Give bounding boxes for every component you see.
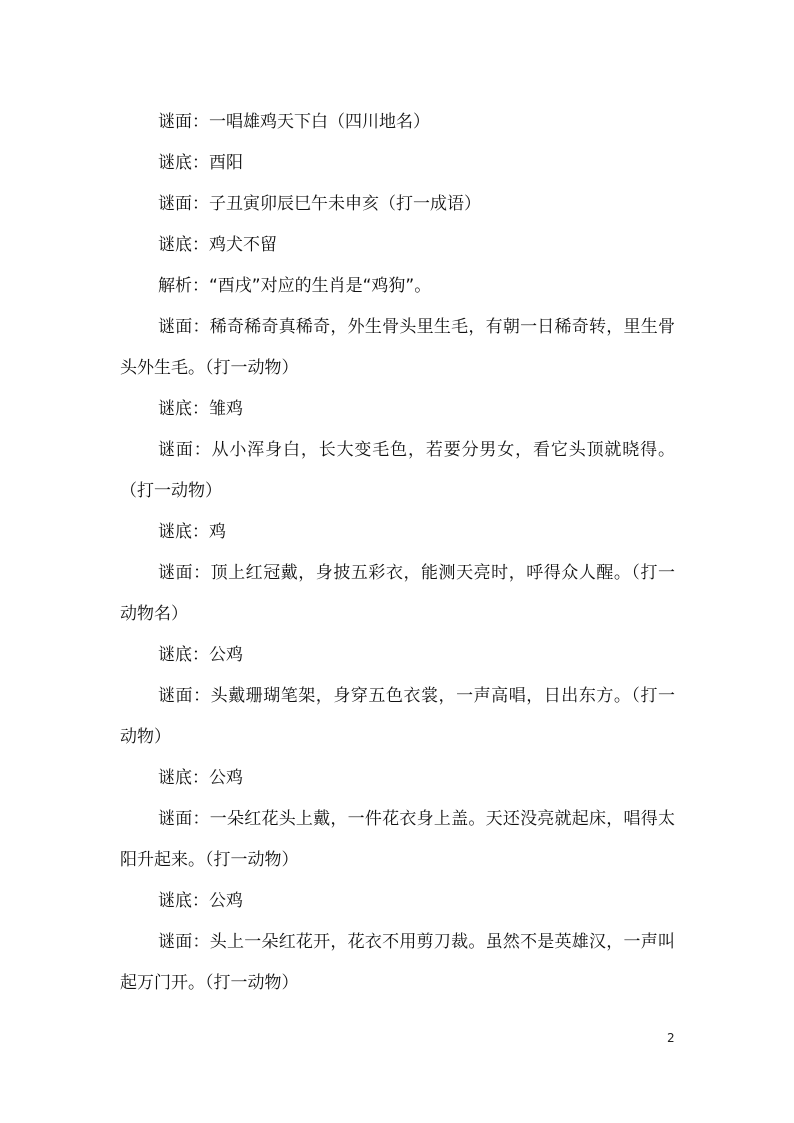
paragraph-riddle-1: 谜面：一唱雄鸡天下白（四川地名） — [158, 112, 430, 132]
page-number: 2 — [667, 1031, 675, 1045]
paragraph-answer-6: 谜底：公鸡 — [158, 768, 243, 788]
paragraph-answer-1: 谜底：酉阳 — [158, 153, 243, 173]
paragraph-riddle-2: 谜面：子丑寅卯辰巳午未申亥（打一成语） — [158, 194, 481, 214]
paragraph-answer-4: 谜底：鸡 — [158, 522, 226, 542]
paragraph-explanation: 解析：“酉戌”对应的生肖是“鸡狗”。 — [158, 276, 432, 296]
paragraph-answer-3: 谜底：雏鸡 — [158, 399, 243, 419]
paragraph-riddle-3: 谜面：稀奇稀奇真稀奇，外生骨头里生毛，有朝一日稀奇转，里生骨头外生毛。（打一动物） — [120, 317, 675, 378]
paragraph-riddle-4: 谜面：从小浑身白，长大变毛色，若要分男女，看它头顶就晓得。（打一动物） — [120, 440, 675, 501]
paragraph-riddle-6: 谜面：头戴珊瑚笔架，身穿五色衣裳，一声高唱，日出东方。（打一动物） — [120, 686, 675, 747]
paragraph-riddle-5: 谜面：顶上红冠戴，身披五彩衣，能测天亮时，呼得众人醒。（打一动物名） — [120, 563, 675, 624]
paragraph-answer-5: 谜底：公鸡 — [158, 645, 243, 665]
paragraph-answer-2: 谜底：鸡犬不留 — [158, 235, 277, 255]
riddle-content — [120, 102, 675, 1004]
paragraph-riddle-7: 谜面：一朵红花头上戴，一件花衣身上盖。天还没亮就起床，唱得太阳升起来。（打一动物） — [120, 809, 675, 870]
paragraph-riddle-8: 谜面：头上一朵红花开，花衣不用剪刀裁。虽然不是英雄汉，一声叫起万门开。（打一动物） — [120, 932, 675, 993]
paragraph-answer-7: 谜底：公鸡 — [158, 891, 243, 911]
